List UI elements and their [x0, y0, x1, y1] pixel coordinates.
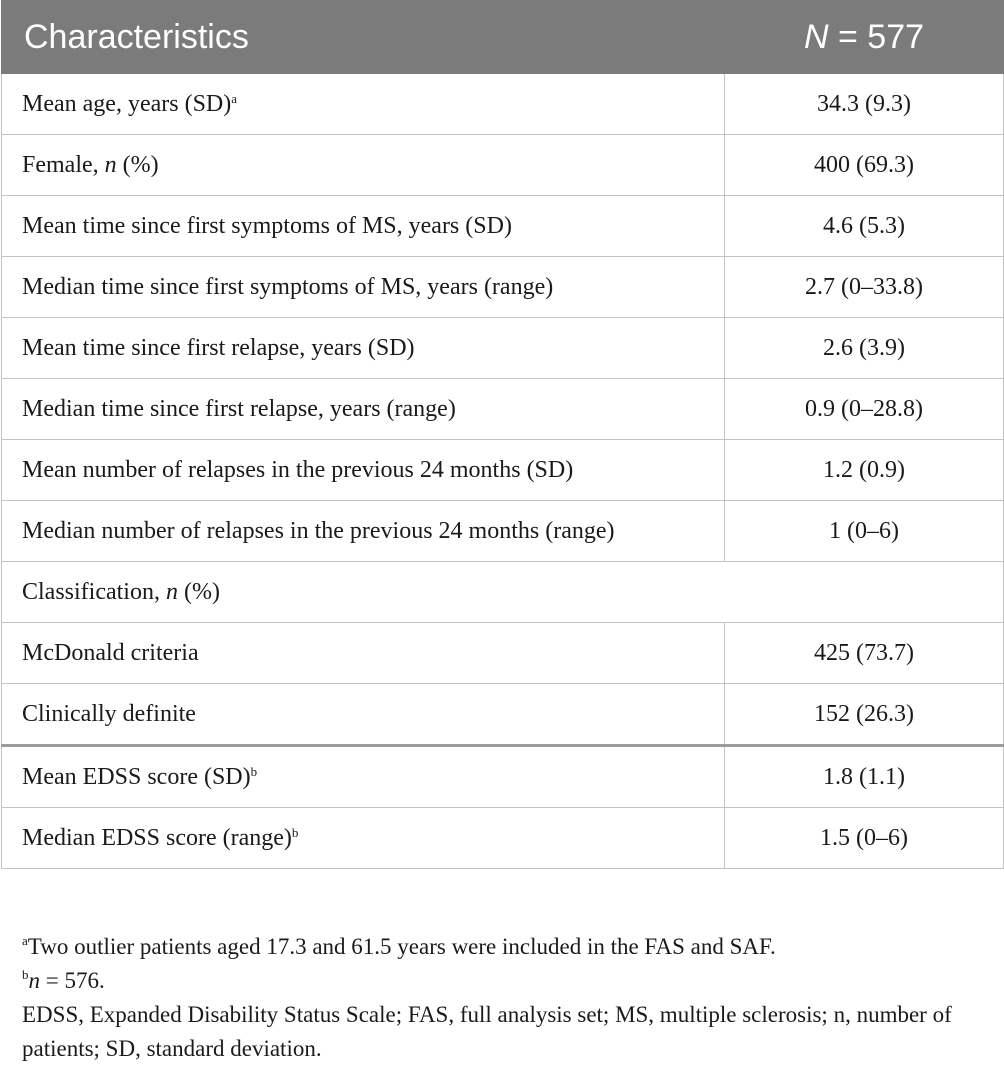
row-label: Median number of relapses in the previous 24 months (range) [2, 501, 725, 562]
row-label-text: Female, [22, 151, 105, 178]
row-label: McDonald criteria [2, 623, 725, 684]
row-value: 34.3 (9.3) [725, 74, 1004, 135]
row-label [2, 135, 725, 196]
row-value: 425 (73.7) [725, 623, 1004, 684]
section-label [2, 562, 1004, 623]
row-value: 1.5 (0–6) [725, 808, 1004, 869]
header-n-label: N [803, 17, 829, 56]
footnote-b-text: = 576. [40, 968, 105, 993]
row-value: 152 (26.3) [725, 684, 1004, 746]
table-footnotes [22, 930, 992, 1066]
row-label: Median time since first symptoms of MS, years (range) [2, 257, 725, 318]
characteristics-table [1, 0, 1004, 869]
row-label-italic: n [104, 151, 117, 178]
header-n [725, 1, 1004, 74]
row-value: 1 (0–6) [725, 501, 1004, 562]
row-label-italic: n [165, 578, 178, 605]
footnote-a [22, 930, 992, 964]
header-row [2, 1, 1004, 74]
table-row [2, 808, 1004, 869]
row-label: Mean time since first relapse, years (SD) [2, 318, 725, 379]
footnote-a-mark: a [22, 933, 28, 948]
table-row [2, 196, 1004, 257]
footnote-mark: a [231, 90, 238, 106]
row-label-text: Mean EDSS score (SD) [22, 763, 251, 790]
table-row [2, 135, 1004, 196]
row-value: 2.7 (0–33.8) [725, 257, 1004, 318]
table-row [2, 318, 1004, 379]
header-n-value: = 577 [828, 17, 925, 56]
row-value: 2.6 (3.9) [725, 318, 1004, 379]
footnote-a-text: Two outlier patients aged 17.3 and 61.5 years were included in the FAS and SAF. [27, 934, 776, 959]
row-label [2, 746, 725, 808]
table-row [2, 746, 1004, 808]
row-value: 0.9 (0–28.8) [725, 379, 1004, 440]
header-characteristics: Characteristics [2, 1, 725, 74]
row-label: Clinically definite [2, 684, 725, 746]
table-row [2, 501, 1004, 562]
row-label: Mean number of relapses in the previous 24 months (SD) [2, 440, 725, 501]
row-label-text: Median EDSS score (range) [22, 824, 292, 851]
row-value: 400 (69.3) [725, 135, 1004, 196]
row-label-text: (%) [177, 578, 220, 605]
row-value: 1.2 (0.9) [725, 440, 1004, 501]
table-row [2, 74, 1004, 135]
table-row [2, 623, 1004, 684]
row-value: 4.6 (5.3) [725, 196, 1004, 257]
footnote-b-italic: n [28, 968, 40, 993]
row-label: Mean time since first symptoms of MS, years (SD) [2, 196, 725, 257]
table-section-row [2, 562, 1004, 623]
row-label: Median time since first relapse, years (range) [2, 379, 725, 440]
footnote-mark: b [250, 763, 258, 779]
table-row [2, 440, 1004, 501]
row-label-text: Mean age, years (SD) [22, 90, 232, 117]
footnote-mark: b [291, 824, 299, 840]
abbreviations-note: EDSS, Expanded Disability Status Scale; FAS, full analysis set; MS, multiple sclerosis; n, number of patients; SD, standard deviation. [22, 1002, 952, 1061]
row-label-text: Classification, [22, 578, 166, 605]
row-label [2, 74, 725, 135]
table-row [2, 684, 1004, 746]
table-row [2, 257, 1004, 318]
footnote-b [22, 964, 992, 998]
footnote-b-mark: b [22, 967, 29, 982]
row-label-text: (%) [116, 151, 159, 178]
table-row [2, 379, 1004, 440]
row-value: 1.8 (1.1) [725, 746, 1004, 808]
row-label [2, 808, 725, 869]
